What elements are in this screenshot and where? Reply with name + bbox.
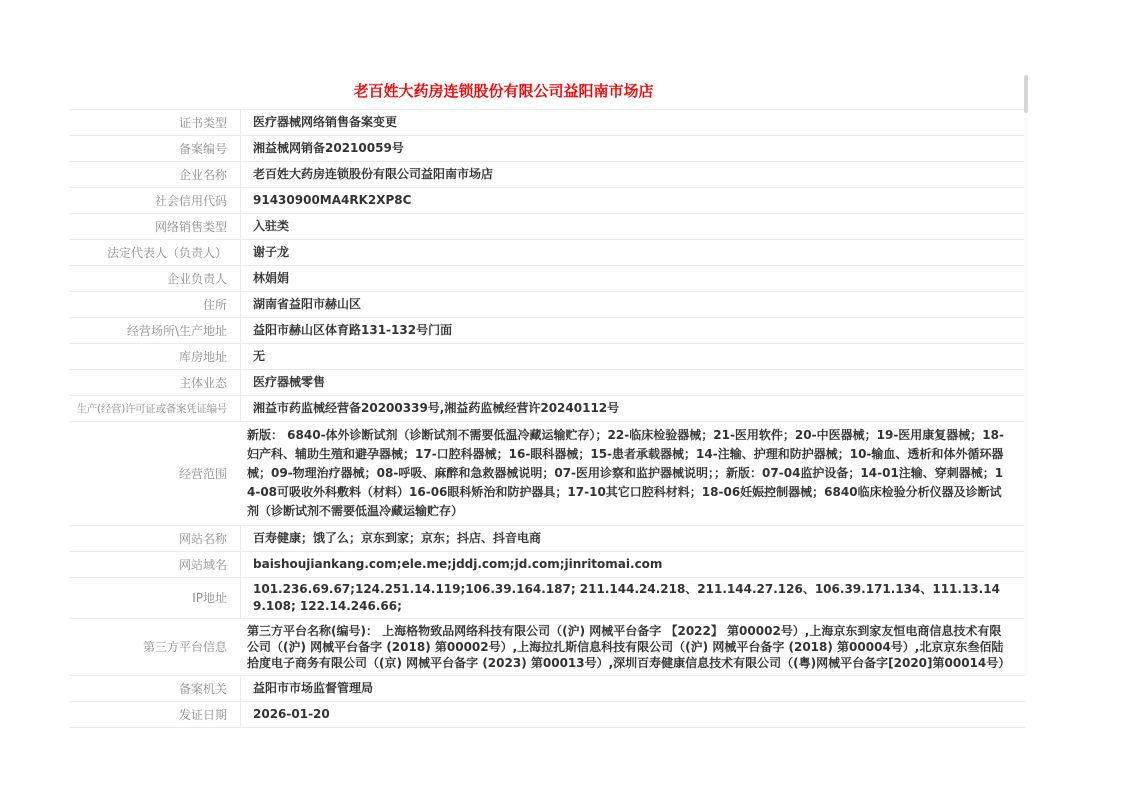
field-value: 91430900MA4RK2XP8C [240, 188, 1025, 213]
field-row-record-number [70, 136, 1025, 162]
field-label: 库房地址 [178, 349, 227, 364]
field-value: 无 [240, 344, 1025, 369]
page-title: 老百姓大药房连锁股份有限公司益阳南市场店 [353, 82, 654, 100]
field-label: 网络销售类型 [154, 219, 227, 234]
field-value: 新版： 6840-体外诊断试剂（诊断试剂不需要低温冷藏运输贮存）；22-临床检验器械；21-医用软件；20-中医器械；19-医用康复器械；18-妇产科、辅助生殖和避孕器械；17-口腔科器械；16-眼科器械；15-患者承载器械；14-注输、护理和防护器械；10-输血、透析和体外循环器械；09-物理治疗器械；08-呼吸、麻醉和急救器械说明；07-医用诊察和监护器械说明；；新版：07-04监护设备；14-01注输、穿刺器械；14-08可吸收外科敷料（材料）16-06眼科矫治和防护器具；17-10其它口腔科材料；18-06妊娠控制器械；6840临床检验分析仪器及诊断试剂（诊断试剂不需要低温冷藏运输贮存） [247, 428, 1004, 518]
field-row-ip-address [70, 578, 1025, 619]
field-row-legal-representative [70, 240, 1025, 266]
field-label: 企业负责人 [166, 271, 227, 286]
field-row-company-name [70, 162, 1025, 188]
field-label: 第三方平台信息 [142, 640, 227, 654]
field-label: 企业名称 [178, 167, 227, 182]
field-label: 生产(经营)许可证或备案凭证编号 [76, 402, 227, 415]
field-row-company-manager [70, 266, 1025, 292]
field-label: 证书类型 [178, 115, 227, 130]
scrollbar-track[interactable] [1024, 75, 1028, 675]
scrollbar-thumb[interactable] [1024, 75, 1028, 113]
field-label: 主体业态 [178, 375, 227, 390]
field-value: 第三方平台名称(编号)： 上海格物致品网络科技有限公司（(沪) 网械平台备字 【2022】 第00002号）,上海京东到家友恒电商信息技术有限公司（(沪) 网械平台备字 (2018) 第00002号）,上海拉扎斯信息科技有限公司（(沪) 网械平台备字 (2018) 第00004号）,北京京东叁佰陆拾度电子商务有限公司（(京) 网械平台备字 (2023) 第00013号）,深圳百寿健康信息技术有限公司（(粤)网械平台备字[2020]第00014号） [247, 624, 1011, 670]
field-row-business-scope [70, 422, 1025, 526]
field-value: 湖南省益阳市赫山区 [240, 292, 1025, 317]
field-row-residence [70, 292, 1025, 318]
field-value: 入驻类 [240, 214, 1025, 239]
field-label: 经营场所\生产地址 [126, 323, 227, 338]
field-row-certificate-type [70, 110, 1025, 136]
field-row-website-domain [70, 552, 1025, 578]
field-value: 林娟娟 [240, 266, 1025, 291]
field-label: 法定代表人（负责人） [106, 245, 227, 260]
field-value: 老百姓大药房连锁股份有限公司益阳南市场店 [240, 162, 1025, 187]
field-row-business-form [70, 370, 1025, 396]
field-label: IP地址 [192, 591, 227, 605]
field-row-filing-authority [70, 676, 1025, 702]
certificate-table [70, 109, 1025, 728]
field-value: 101.236.69.67;124.251.14.119;106.39.164.187; 211.144.24.218、211.144.27.126、106.39.171.134、111.13.149.108; 122.14.246.66; [240, 578, 1025, 618]
field-value: baishoujiankang.com;ele.me;jddj.com;jd.com;jinritomai.com [240, 552, 1025, 577]
field-label: 网站名称 [178, 531, 227, 546]
certificate-document [70, 75, 1025, 728]
field-label: 网站域名 [178, 557, 227, 572]
field-value: 谢子龙 [240, 240, 1025, 265]
field-row-business-address [70, 318, 1025, 344]
field-value: 医疗器械零售 [240, 370, 1025, 395]
field-label: 经营范围 [178, 466, 227, 481]
field-value: 2026-01-20 [240, 702, 1025, 727]
field-label: 发证日期 [178, 707, 227, 722]
field-value: 医疗器械网络销售备案变更 [240, 110, 1025, 135]
field-value: 百寿健康；饿了么；京东到家；京东；抖店、抖音电商 [240, 526, 1025, 551]
field-row-warehouse-address [70, 344, 1025, 370]
field-row-issue-date [70, 702, 1025, 728]
field-row-sales-type [70, 214, 1025, 240]
field-label: 备案编号 [178, 141, 227, 156]
field-row-license-number [70, 396, 1025, 422]
field-label: 住所 [202, 297, 227, 312]
field-label: 社会信用代码 [154, 193, 227, 208]
field-value: 湘益市药监械经营备20200339号,湘益药监械经营许20240112号 [240, 396, 1025, 421]
field-value: 益阳市赫山区体育路131-132号门面 [240, 318, 1025, 343]
field-value: 湘益械网销备20210059号 [240, 136, 1025, 161]
field-label: 备案机关 [178, 681, 227, 696]
field-row-third-party-platform [70, 619, 1025, 676]
field-value: 益阳市市场监督管理局 [240, 676, 1025, 701]
field-row-credit-code [70, 188, 1025, 214]
field-row-website-name [70, 526, 1025, 552]
